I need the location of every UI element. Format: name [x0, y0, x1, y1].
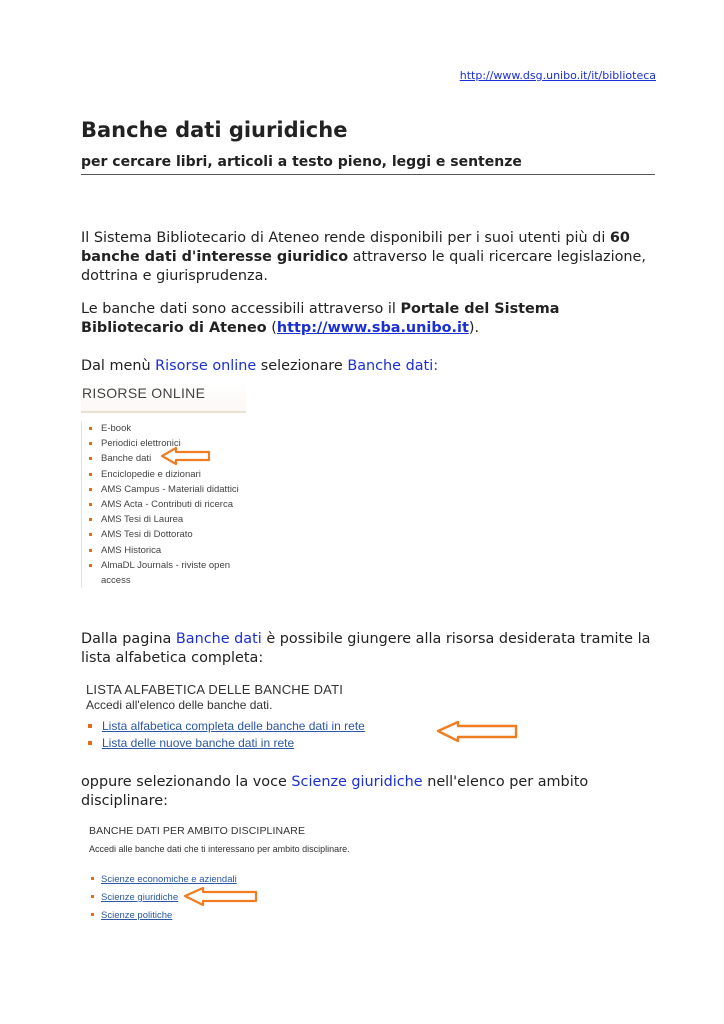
- oppure-paragraph: oppure selezionando la voce Scienze giuridiche nell'elenco per ambito disciplinare:: [81, 774, 589, 809]
- menu-item-enciclopedie[interactable]: Enciclopedie e dizionari: [82, 467, 246, 482]
- list-item: [89, 907, 389, 925]
- arrow-pointer-icon: [160, 446, 212, 466]
- scienze-economiche-link[interactable]: Scienze economiche e aziendali: [101, 874, 237, 885]
- menu-instruction: Dal menù Risorse online selezionare Banche dati:: [81, 358, 439, 374]
- page-title: Banche dati giuridiche: [81, 118, 348, 142]
- menu-item-ams-tesi-dottorato[interactable]: AMS Tesi di Dottorato: [82, 527, 246, 542]
- menu-item-ams-acta[interactable]: AMS Acta - Contributi di ricerca: [82, 497, 246, 512]
- lista-alfabetica-heading: LISTA ALFABETICA DELLE BANCHE DATI: [86, 682, 344, 697]
- banche-dati-ref: Banche dati:: [347, 358, 439, 374]
- menu-item-ebook[interactable]: E-book: [82, 421, 246, 436]
- ambito-disciplinare-screenshot: [89, 825, 389, 925]
- ambito-subtitle: Accedi alle banche dati che ti interessano per ambito disciplinare.: [89, 844, 350, 854]
- menu-item-almadl[interactable]: AlmaDL Journals - riviste open access: [82, 558, 246, 588]
- menu-item-ams-campus[interactable]: AMS Campus - Materiali didattici: [82, 482, 246, 497]
- menu-item-periodici[interactable]: Periodici elettronici: [82, 436, 246, 451]
- ambito-heading: BANCHE DATI PER AMBITO DISCIPLINARE: [89, 825, 306, 837]
- sba-portal-link[interactable]: http://www.sba.unibo.it: [276, 320, 469, 336]
- menu-item-ams-historica[interactable]: AMS Historica: [82, 543, 246, 558]
- lista-completa-link[interactable]: Lista alfabetica completa delle banche dati in rete: [102, 719, 365, 733]
- scienze-giuridiche-link[interactable]: Scienze giuridiche: [101, 892, 179, 903]
- banche-dati-page-ref: Banche dati: [175, 631, 262, 647]
- risorse-online-screenshot: [81, 383, 246, 588]
- arrow-pointer-icon: [436, 720, 520, 744]
- menu-item-banche-dati[interactable]: Banche dati: [82, 451, 246, 466]
- intro-paragraph: Il Sistema Bibliotecario di Ateneo rende disponibili per i suoi utenti più di 60 banche dati d'interesse giuridico attraverso le quali ricercare legislazione, dottrina e giurisprudenza.: [81, 230, 646, 284]
- menu-item-ams-tesi-laurea[interactable]: AMS Tesi di Laurea: [82, 512, 246, 527]
- dalla-pagina-paragraph: Dalla pagina Banche dati è possibile giungere alla risorsa desiderata tramite la lista alfabetica completa:: [81, 631, 651, 666]
- scienze-politiche-link[interactable]: Scienze politiche: [101, 910, 173, 921]
- lista-nuove-link[interactable]: Lista delle nuove banche dati in rete: [102, 736, 295, 750]
- risorse-online-ref: Risorse online: [155, 358, 257, 374]
- arrow-pointer-icon: [183, 886, 259, 908]
- page-subtitle: per cercare libri, articoli a testo pieno, leggi e sentenze: [81, 154, 655, 175]
- risorse-online-heading: RISORSE ONLINE: [81, 383, 246, 413]
- lista-alfabetica-subtitle: Accedi all'elenco delle banche dati.: [86, 698, 273, 712]
- access-paragraph: Le banche dati sono accessibili attraverso il Portale del Sistema Bibliotecario di Ateneo (http://www.sba.unibo.it).: [81, 301, 560, 336]
- scienze-giuridiche-ref: Scienze giuridiche: [291, 774, 423, 790]
- header-url-link[interactable]: http://www.dsg.unibo.it/it/biblioteca: [459, 69, 656, 82]
